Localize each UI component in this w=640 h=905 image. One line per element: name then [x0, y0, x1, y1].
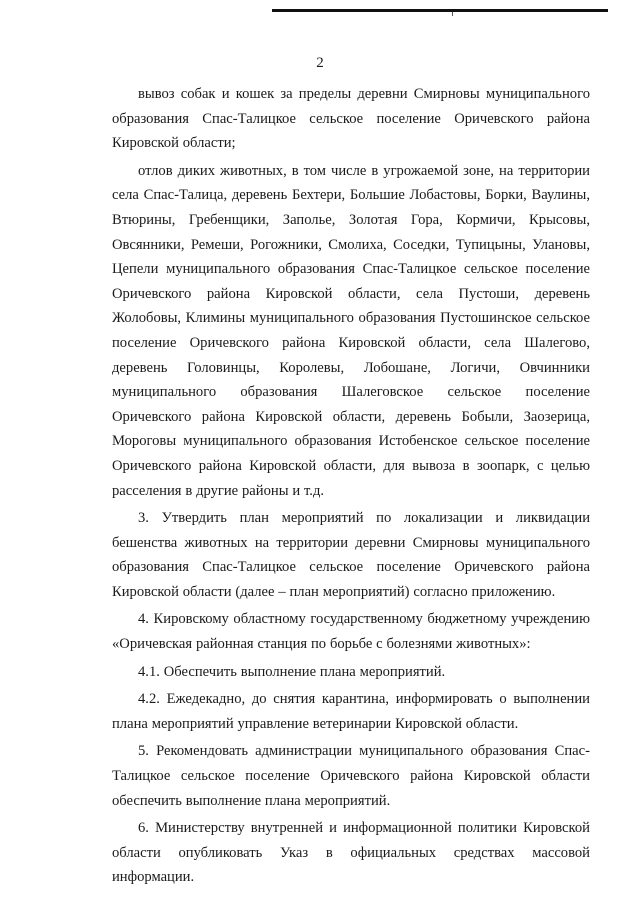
paragraph-item-6: 6. Министерству внутренней и информационной политики Кировской области опубликовать Указ в официальных средствах массовой информации. — [112, 820, 590, 886]
document-body — [112, 82, 590, 890]
top-border-tick — [452, 12, 453, 16]
paragraph-item-5: 5. Рекомендовать администрации муниципального образования Спас-Талицкое сельское поселение Оричевского района Кировской области обеспечить выполнение плана мероприятий. — [112, 743, 590, 809]
paragraph-dog-cat-removal: вывоз собак и кошек за пределы деревни Смирновы муниципального образования Спас-Талицкое сельское поселение Оричевского района Кировской области; — [112, 86, 590, 152]
paragraph-item-4-1: 4.1. Обеспечить выполнение плана мероприятий. — [138, 663, 446, 680]
paragraph-item-4: 4. Кировскому областному государственному бюджетному учреждению «Оричевская районная станция по борьбе с болезнями животных»: — [112, 611, 590, 653]
paragraph-item-4-2: 4.2. Ежедекадно, до снятия карантина, информировать о выполнении плана мероприятий управление ветеринарии Кировской области. — [112, 691, 590, 732]
top-border-line — [272, 9, 608, 12]
paragraph-wild-animal-capture: отлов диких животных, в том числе в угрожаемой зоне, на территории села Спас-Талица, деревень Бехтери, Большие Лобастовы, Борки, Ваулины, Втюрины, Гребенщики, Заполье, Золотая Гора, Кормичи, Крысовы, Овсянники, Ремеши, Рогожники, Смолиха, Соседки, Тупицыны, Улановы, Цепели муниципального образования Спас-Талицкое сельское поселение Оричевского района Кировской области, села Пустоши, деревень Жолобовы, Климины муниципального образования Пустошинское сельское поселение Оричевского района Кировской области, села Шалегово, деревень Головинцы, Королевы, Лобошане, Логичи, Овчинники муниципального образования Шалеговское сельское поселение Оричевского района Кировской области, деревень Бобыли, Заозерица, Мороговы муниципального образования Истобенское сельское поселение Оричевского района Кировской области, для вывоза в зоопарк, с целью расселения в другие районы и т.д. — [112, 162, 590, 499]
page-number: 2 — [316, 55, 324, 71]
paragraph-item-3: 3. Утвердить план мероприятий по локализации и ликвидации бешенства животных на территории деревни Смирновы муниципального образования Спас-Талицкое сельское поселение Оричевского района Кировской области (далее – план мероприятий) согласно приложению. — [112, 510, 590, 600]
